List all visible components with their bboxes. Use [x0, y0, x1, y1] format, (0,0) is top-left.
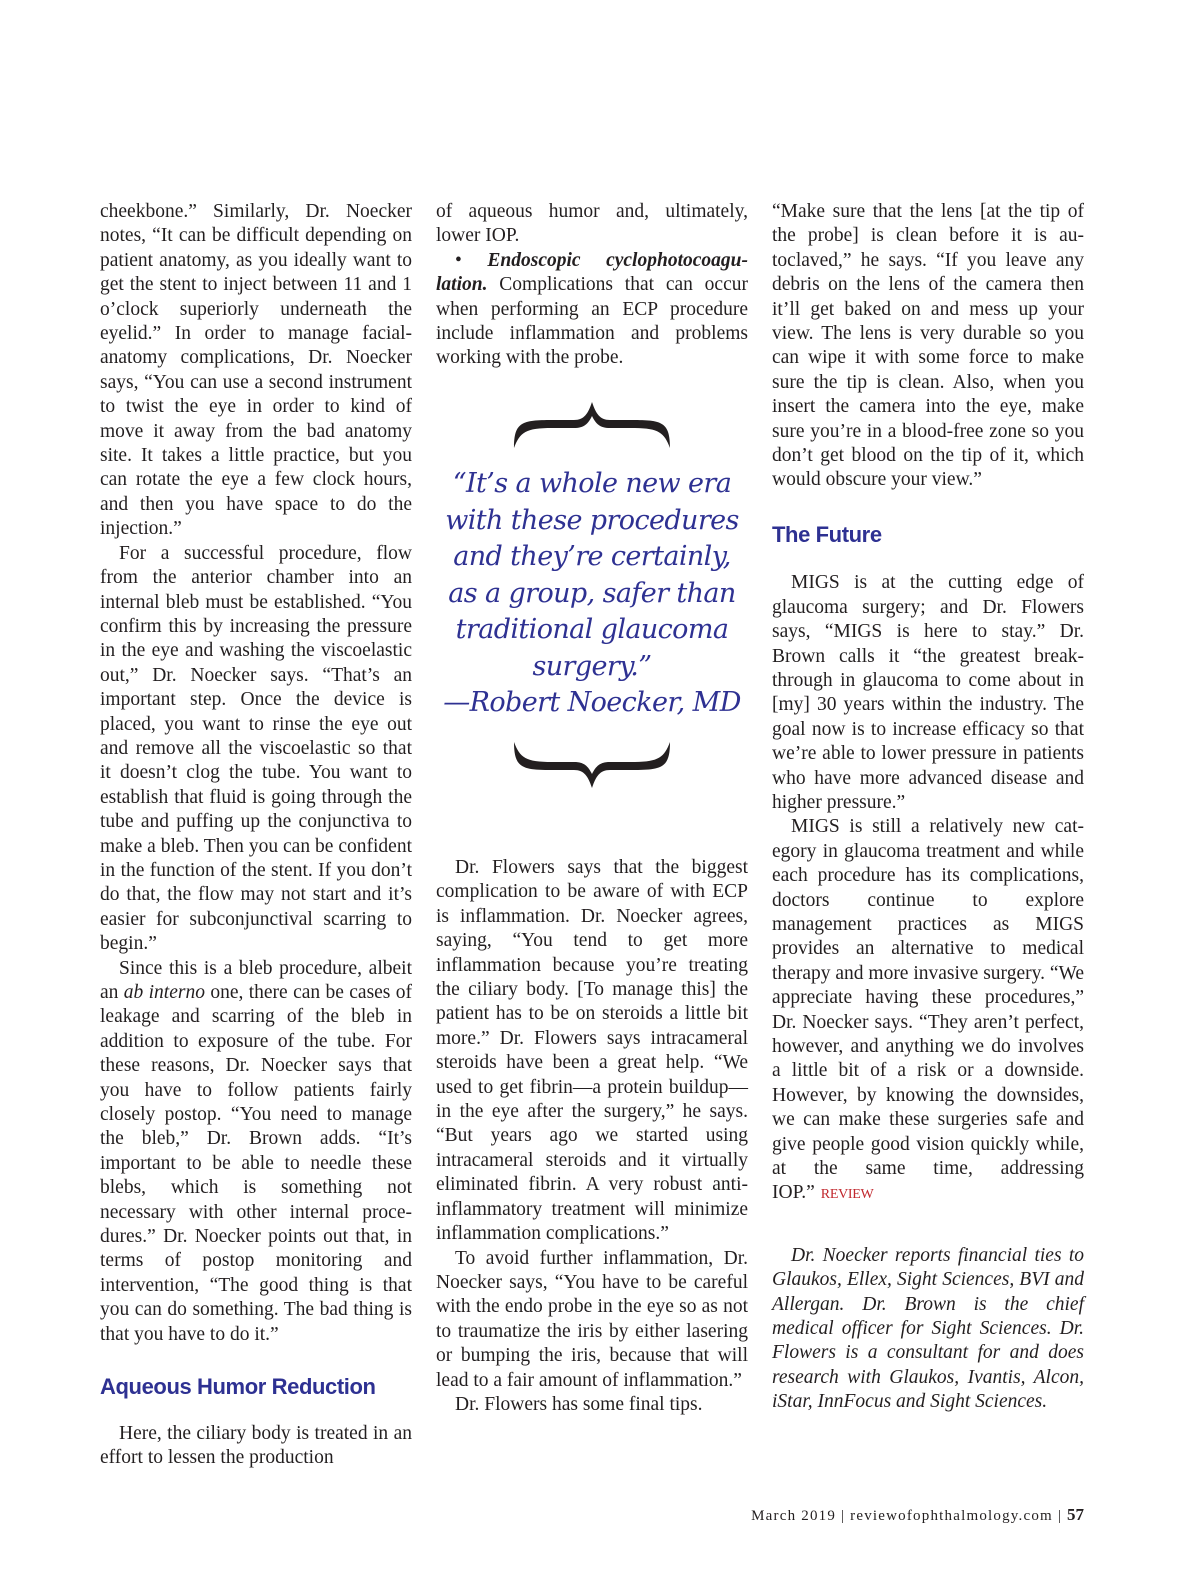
body-paragraph: For a successful procedure, flow from the anterior chamber into an internal bleb must be established. “You confirm this by increasing the pressure in the eye and washing the viscoelastic out,” Dr. Noecker says. “That’s an important step. Once the device is placed, you want to rinse the eye out and remove all the viscoelastic so that it doesn’t clog the tube. You want to establish that fluid is going through the tube and puffing up the conjunctiva to make a bleb. Then you can be confident in the function of the stent. If you don’t do that, the flow may not start and it’s easier for subconjunctival scarring to begin.” [100, 542, 412, 955]
page-footer [751, 1505, 1084, 1525]
footer-separator: | [1057, 1508, 1063, 1524]
body-paragraph: To avoid further inflammation, Dr. Noecker says, “You have to be careful with the endo probe in the eye so as not to traumatize the iris by either lasering or bumping the iris, because that will lead to a fair amount of inflammation.” [436, 1247, 748, 1391]
pull-quote-body: “It’s a whole new era with these procedures and they’re certainly, as a group, safer than traditional glaucoma surgery.” [445, 468, 739, 682]
body-paragraph [100, 957, 412, 1348]
column-3 [772, 200, 1084, 1415]
body-paragraph: MIGS is at the cutting edge of glaucoma surgery; and Dr. Flowers says, “MIGS is here to stay.” Dr. Brown calls it “the greatest breakthrough in glaucoma to come about in [my] 30 years within the industry. The goal now is to increase efficacy so that we’re able to lower pressure in patients who have more advanced disease and higher pressure.” [772, 572, 1084, 813]
section-heading: Aqueous Humor Reduction [100, 1374, 376, 1400]
column-2 [436, 200, 748, 371]
bullet-term: Endoscopic cyclophotocoagulation. [436, 249, 748, 296]
section-heading: The Future [772, 521, 882, 547]
body-paragraph: of aqueous humor and, ultimately, lower IOP. [436, 201, 748, 247]
bullet-paragraph [436, 249, 748, 371]
pull-quote [436, 400, 748, 800]
top-brace-icon [512, 400, 672, 452]
footer-separator: | [841, 1508, 846, 1524]
review-end-mark: REVIEW [820, 1187, 874, 1203]
text-run: one, there can be cases of leakage and scarring of the bleb in addition to exposure of the tube. For these reasons, Dr. Noecker says that you have to follow patients fairly closely postop. “You need to manage the bleb,” Dr. Brown adds. “It’s important to be able to needle these blebs, which is something not necessary with other internal procedures.” Dr. Noecker points out that, in terms of postop monitoring and intervention, “The good thing is that you can do something. The bad thing is that you have to do it.” [100, 982, 413, 1345]
body-paragraph: Dr. Flowers says that the biggest complication to be aware of with ECP is inflammation. Dr. Noecker agrees, saying, “You tend to get more inflammation because you’re treating the ciliary body. [To manage this] the patient has to be on steroids a little bit more.” Dr. Flowers says intracameral steroids have been a great help. “We used to get fibrin—a protein buildup—in the eye after the surgery,” he says. “But years ago we started using intracameral steroids and it virtually eliminated fibrin. A very robust anti-inflammatory treatment will minimize inflammation complications.” [436, 857, 748, 1245]
bottom-brace-icon [512, 738, 672, 790]
text-run: MIGS is still a relatively new category in glaucoma treatment and while each procedure has its complications, doctors continue to explore management practices as MIGS provides an alternative to medical therapy and more invasive surgery. “We appreciate having these procedures,” Dr. Noecker says. “They aren’t perfect, however, and anything we do involves a little bit of a risk or a downside. However, by knowing the downsides, we can make these surgeries safe and give people good vision quickly while, at the same time, addressing IOP.” [772, 816, 1084, 1204]
body-paragraph: Here, the ciliary body is treated in an effort to lessen the production [100, 1422, 412, 1468]
body-paragraph: “Make sure that the lens [at the tip of the probe] is clean before it is autoclaved,” he says. “If you leave any debris on the lens of the camera then it’ll get baked on and mess up your view. The lens is very durable so you can wipe it with some force to make sure the tip is clean. Also, when you insert the camera into the eye, make sure you’re in a blood-free zone so you don’t get blood on the tip of it, which would obscure your view.” [772, 201, 1084, 491]
column-1 [100, 200, 412, 1470]
bullet-symbol: • [455, 249, 462, 271]
issue-date: March 2019 [751, 1508, 837, 1524]
text-run: Since this is a bleb procedure, albeit an [100, 957, 412, 1003]
pull-quote-text [436, 466, 748, 722]
website: reviewofophthalmology.com [850, 1508, 1053, 1524]
text-run: Complications that can occur when performing an ECP procedure include inflammation and problems working with the probe. [436, 274, 748, 369]
disclosure-note: Dr. Noecker reports financial ties to Glaukos, Ellex, Sight Sciences, BVI and Allergan. Dr. Brown is the chief medical officer for Sight Sciences. Dr. Flowers is a consultant for and does research with Glaukos, Ivantis, Alcon, iStar, InnFocus and Sight Sciences. [772, 1244, 1084, 1413]
body-paragraph: cheekbone.” Similarly, Dr. Noecker notes, “It can be difficult depending on patient anatomy, as you ideally want to get the stent to inject between 11 and 1 o’clock superiorly underneath the eyelid.” In order to manage facial-anatomy complications, Dr. Noecker says, “You can use a second instrument to twist the eye in order to kind of move it away from the bad anatomy site. It takes a little practice, but you can rotate the eye a few clock hours, and then you have space to do the injection.” [100, 201, 412, 540]
body-paragraph [772, 815, 1084, 1208]
pull-quote-attribution: —Robert Noecker, MD [443, 687, 741, 718]
page-number: 57 [1067, 1505, 1084, 1524]
body-paragraph: Dr. Flowers has some final tips. [455, 1393, 703, 1415]
column-2-continued [436, 856, 748, 1417]
italic-term: ab interno [123, 982, 205, 1003]
